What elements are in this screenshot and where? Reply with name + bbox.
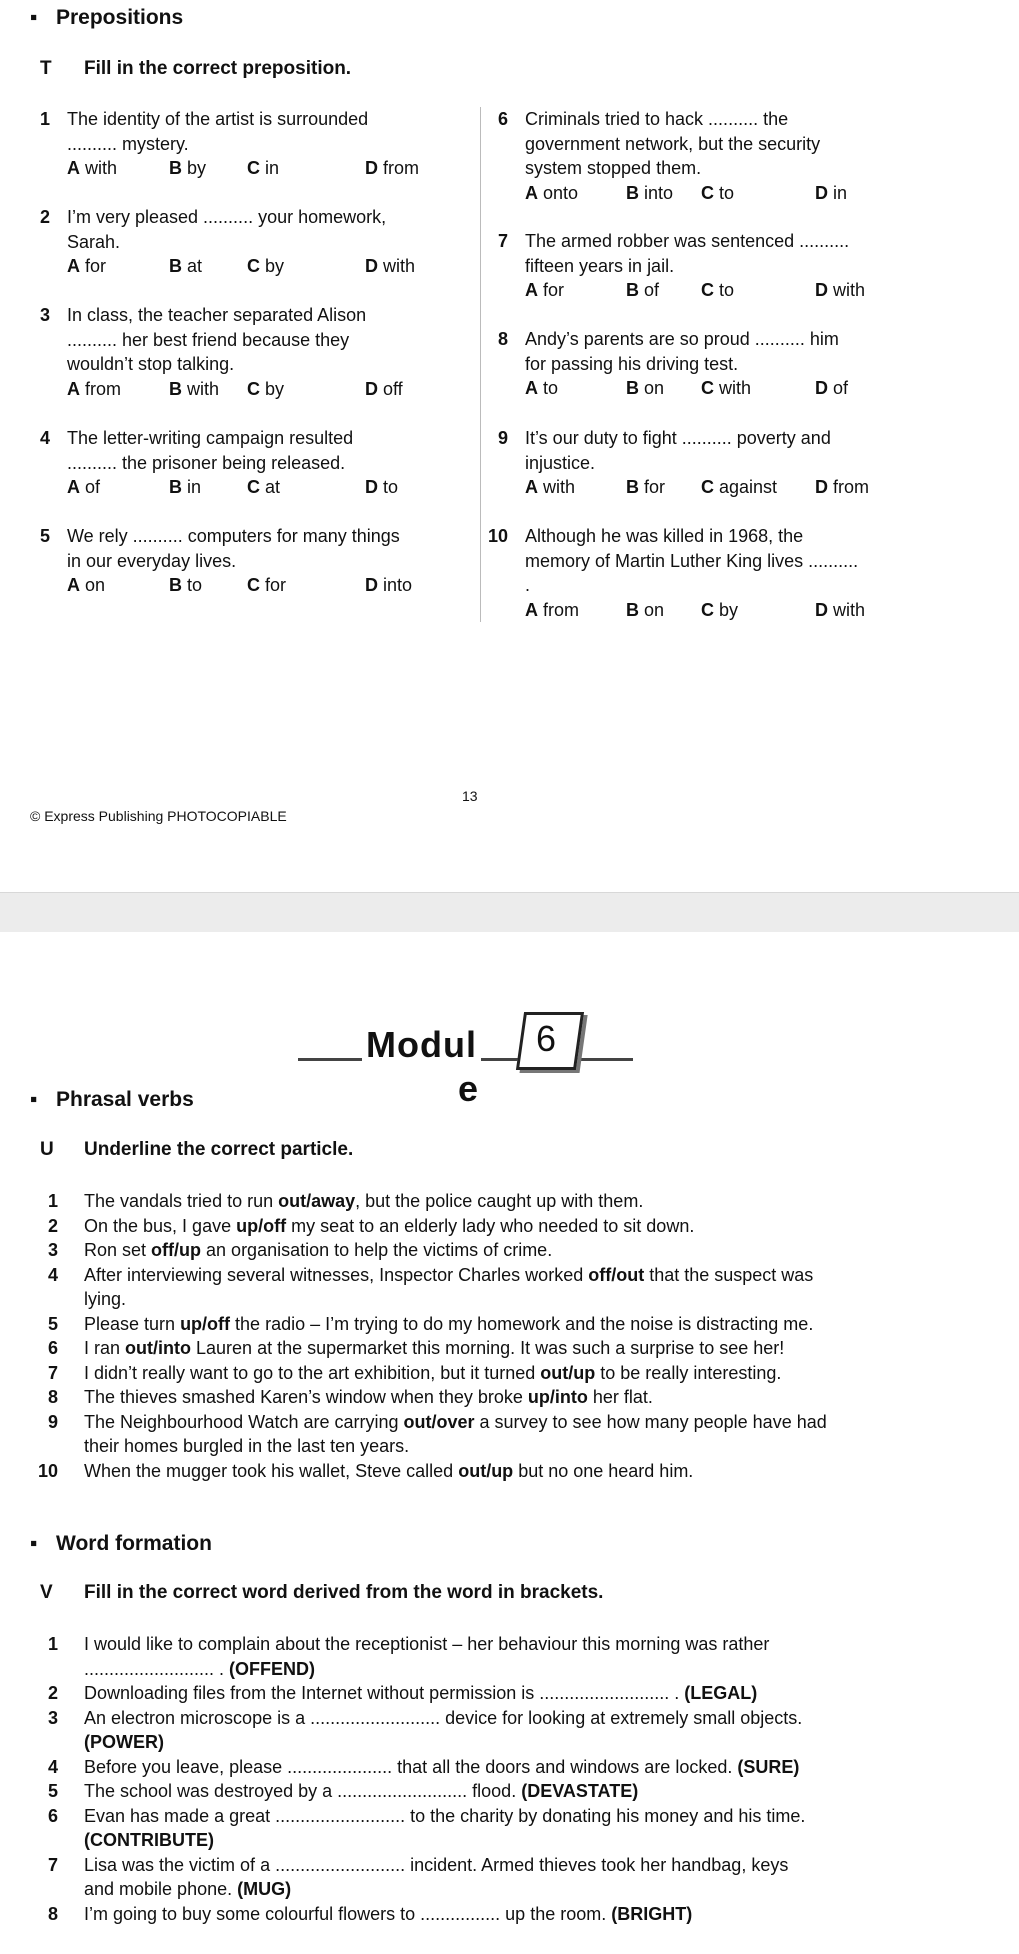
item-number: 3 — [47, 1240, 58, 1260]
task-letter: U — [40, 1139, 54, 1160]
option-letter: B — [169, 256, 182, 276]
option-word: from — [383, 158, 419, 178]
option-word: to — [719, 182, 735, 203]
option-a[interactable] — [67, 377, 121, 402]
option-b[interactable] — [169, 156, 206, 181]
item-text: I’m going to buy some colourful flowers to ................ up the room. (BRIGHT) — [84, 1903, 693, 1924]
option-word: with — [187, 378, 220, 399]
option-a[interactable] — [67, 573, 105, 598]
word-formation-item — [36, 1902, 936, 1927]
section-title-word-formation: ▪ Word formation — [30, 1532, 212, 1555]
option-word: on — [644, 599, 665, 620]
option-letter: D — [815, 599, 828, 620]
option-c[interactable] — [701, 376, 751, 401]
option-word: from — [543, 599, 579, 620]
item-number: 1 — [47, 1191, 58, 1211]
question-text-line: We rely .......... computers for many things — [67, 526, 400, 546]
task-t-heading — [40, 58, 351, 80]
option-letter: A — [525, 280, 538, 300]
item-number: 2 — [47, 1215, 58, 1236]
option-word: by — [265, 378, 285, 399]
phrasal-verbs-list — [36, 1189, 936, 1483]
question-text-line: In class, the teacher separated Alison — [67, 305, 367, 325]
word-formation-item — [36, 1706, 936, 1755]
item-number: 10 — [37, 1460, 58, 1481]
option-word: from — [85, 378, 121, 399]
option-d[interactable] — [815, 475, 869, 500]
word-formation-item — [36, 1804, 936, 1853]
question-text-line: .......... her best friend because they — [67, 329, 350, 350]
option-a[interactable] — [525, 598, 579, 623]
option-d[interactable] — [365, 573, 412, 598]
option-letter: C — [247, 575, 260, 595]
item-text: Please turn up/off the radio – I’m trying to do my homework and the noise is distracting me. — [84, 1313, 814, 1334]
column-divider — [480, 107, 481, 622]
question-text-line: for passing his driving test. — [525, 353, 739, 374]
option-word: onto — [543, 182, 579, 203]
option-letter: D — [365, 477, 378, 497]
item-number: 6 — [47, 1805, 58, 1826]
option-letter: A — [67, 256, 80, 276]
option-b[interactable] — [626, 278, 659, 303]
option-word: into — [644, 182, 674, 203]
option-word: to — [719, 280, 735, 300]
word-formation-item — [36, 1853, 936, 1902]
question-number: 6 — [497, 109, 508, 129]
bullet-icon: ▪ — [30, 1532, 38, 1555]
option-letter: D — [365, 378, 378, 399]
option-word: by — [265, 256, 285, 276]
bullet-icon: ▪ — [30, 1088, 38, 1111]
option-letter: A — [67, 477, 80, 497]
worksheet-page-module-6 — [0, 932, 1019, 1954]
question-text-line: in our everyday lives. — [67, 550, 237, 571]
question-text-line: . — [525, 575, 531, 595]
option-letter: A — [525, 477, 538, 497]
question-number: 5 — [39, 526, 50, 546]
question-text-line: government network, but the security — [525, 133, 821, 154]
option-letter: C — [247, 158, 260, 178]
option-word: in — [833, 182, 848, 203]
option-word: of — [833, 378, 849, 398]
item-number: 4 — [47, 1264, 58, 1285]
option-word: to — [187, 575, 203, 595]
phrasal-verb-item — [36, 1459, 936, 1484]
question-text-line: It’s our duty to fight .......... poverty and — [525, 428, 831, 448]
option-letter: C — [701, 280, 714, 300]
option-d[interactable] — [815, 181, 847, 206]
option-letter: C — [247, 378, 260, 399]
item-text: After interviewing several witnesses, Inspector Charles worked off/out that the suspect was lying. — [84, 1264, 814, 1309]
item-text: The school was destroyed by a .......................... flood. (DEVASTATE) — [84, 1781, 639, 1801]
option-word: to — [543, 378, 559, 398]
question-text-line: injustice. — [525, 452, 596, 473]
task-letter: V — [40, 1582, 53, 1603]
option-letter: A — [67, 158, 80, 178]
item-number: 2 — [47, 1683, 58, 1703]
item-number: 6 — [47, 1338, 58, 1358]
worksheet-page-13 — [0, 0, 1019, 892]
option-d[interactable] — [365, 156, 419, 181]
question-number: 3 — [39, 305, 50, 325]
option-c[interactable] — [701, 598, 738, 623]
option-letter: A — [525, 182, 538, 203]
item-number: 7 — [47, 1854, 58, 1875]
item-text: On the bus, I gave up/off my seat to an elderly lady who needed to sit down. — [84, 1215, 695, 1236]
word-formation-item — [36, 1681, 936, 1706]
word-formation-item — [36, 1779, 936, 1804]
option-letter: A — [525, 599, 538, 620]
phrasal-verb-item — [36, 1189, 936, 1214]
question-number: 7 — [497, 231, 508, 251]
option-word: on — [85, 575, 106, 595]
task-letter: T — [40, 58, 52, 79]
option-letter: D — [815, 378, 828, 398]
option-d[interactable] — [365, 377, 403, 402]
option-c[interactable] — [701, 181, 734, 206]
item-number: 8 — [47, 1387, 58, 1407]
option-letter: C — [701, 378, 714, 398]
question-text-line: .......... mystery. — [67, 133, 189, 154]
item-text: When the mugger took his wallet, Steve called out/up but no one heard him. — [84, 1460, 694, 1481]
task-instruction: Underline the correct particle. — [84, 1139, 354, 1160]
option-a[interactable] — [525, 376, 558, 401]
option-a[interactable] — [525, 278, 564, 303]
question-number: 2 — [39, 207, 50, 227]
item-number: 1 — [47, 1634, 58, 1654]
option-word: from — [833, 477, 869, 497]
phrasal-verb-item — [36, 1263, 936, 1312]
module-word: Modul — [362, 1024, 481, 1066]
option-word: for — [543, 280, 565, 300]
option-b[interactable] — [626, 376, 664, 401]
option-letter: C — [247, 477, 260, 497]
item-text: Before you leave, please ..................... that all the doors and windows are locked. (SURE) — [84, 1756, 800, 1777]
option-b[interactable] — [626, 598, 664, 623]
option-word: with — [543, 477, 576, 497]
question-text-line: The identity of the artist is surrounded — [67, 109, 369, 129]
option-word: at — [265, 477, 281, 497]
option-word: of — [644, 280, 660, 300]
option-c[interactable] — [247, 377, 284, 402]
option-a[interactable] — [525, 475, 575, 500]
option-b[interactable] — [169, 475, 201, 500]
option-c[interactable] — [701, 278, 734, 303]
option-d[interactable] — [815, 278, 865, 303]
option-word: into — [383, 575, 413, 595]
option-c[interactable] — [247, 254, 284, 279]
option-a[interactable] — [67, 156, 117, 181]
option-word: in — [187, 477, 202, 497]
option-word: against — [719, 477, 778, 497]
question-text-line: Although he was killed in 1968, the — [525, 526, 804, 546]
option-d[interactable] — [365, 254, 415, 279]
phrasal-verb-item — [36, 1312, 936, 1337]
option-word: of — [85, 477, 101, 497]
option-letter: C — [701, 599, 714, 620]
question-text-line: .......... the prisoner being released. — [67, 452, 346, 473]
item-text: An electron microscope is a .......................... device for looking at extremely small objects. (POWER) — [84, 1707, 803, 1752]
option-word: with — [383, 256, 416, 276]
option-letter: B — [626, 182, 639, 203]
option-a[interactable] — [525, 181, 578, 206]
option-d[interactable] — [815, 598, 865, 623]
bullet-icon: ▪ — [30, 6, 38, 29]
item-text: Downloading files from the Internet without permission is .......................... . (LEGAL) — [84, 1683, 758, 1703]
task-u-heading — [40, 1139, 353, 1161]
question-text-line: The letter-writing campaign resulted — [67, 428, 354, 448]
option-letter: B — [169, 378, 182, 399]
option-letter: B — [169, 477, 182, 497]
module-word-end: e — [458, 1068, 479, 1109]
option-word: with — [719, 378, 752, 398]
task-v-heading — [40, 1582, 603, 1604]
option-letter: D — [815, 280, 828, 300]
option-letter: C — [247, 256, 260, 276]
module-number: 6 — [536, 1018, 557, 1059]
option-letter: A — [67, 378, 80, 399]
phrasal-verb-item — [36, 1361, 936, 1386]
section-title-prepositions: ▪ Prepositions — [30, 6, 184, 29]
question-number: 4 — [39, 428, 50, 448]
item-text: Ron set off/up an organisation to help the victims of crime. — [84, 1240, 553, 1260]
item-number: 8 — [47, 1903, 58, 1924]
option-letter: D — [815, 477, 828, 497]
item-text: The vandals tried to run out/away, but the police caught up with them. — [84, 1191, 644, 1211]
item-text: The Neighbourhood Watch are carrying out/over a survey to see how many people have had their homes burgled in the last ten years. — [84, 1411, 827, 1456]
word-formation-item — [36, 1632, 936, 1681]
question-text-line: I’m very pleased .......... your homework, — [67, 207, 387, 227]
option-letter: A — [67, 575, 80, 595]
word-formation-item — [36, 1755, 936, 1780]
item-text: I would like to complain about the receptionist – her behaviour this morning was rather .......................... . (OFFEND) — [84, 1634, 770, 1679]
option-word: off — [383, 378, 403, 399]
copyright-notice: © Express Publishing PHOTOCOPIABLE — [30, 808, 287, 824]
question-text-line: system stopped them. — [525, 158, 702, 178]
task-instruction: Fill in the correct word derived from the word in brackets. — [84, 1582, 604, 1603]
option-word: for — [644, 477, 666, 497]
option-a[interactable] — [67, 475, 100, 500]
page-gap — [0, 892, 1019, 933]
question-number: 1 — [39, 109, 50, 129]
item-text: The thieves smashed Karen’s window when they broke up/into her flat. — [84, 1387, 653, 1407]
option-word: by — [187, 158, 207, 178]
option-letter: D — [815, 182, 828, 203]
option-letter: C — [701, 182, 714, 203]
option-letter: B — [169, 158, 182, 178]
option-c[interactable] — [701, 475, 777, 500]
option-letter: A — [525, 378, 538, 398]
question-text-line: Sarah. — [67, 231, 121, 252]
question-text-line: fifteen years in jail. — [525, 255, 675, 276]
option-word: with — [833, 280, 866, 300]
phrasal-verb-item — [36, 1336, 936, 1361]
option-b[interactable] — [169, 377, 219, 402]
phrasal-verb-item — [36, 1214, 936, 1239]
option-word: in — [265, 158, 280, 178]
item-number: 7 — [47, 1362, 58, 1383]
option-letter: D — [365, 158, 378, 178]
question-text-line: Criminals tried to hack .......... the — [525, 109, 789, 129]
item-number: 5 — [47, 1313, 58, 1334]
item-text: Lisa was the victim of a .......................... incident. Armed thieves took her handbag, keys and mobile phone. (MUG) — [84, 1854, 789, 1899]
question-text-line: wouldn’t stop talking. — [67, 354, 235, 374]
option-word: for — [85, 256, 107, 276]
option-c[interactable] — [247, 573, 286, 598]
option-letter: B — [626, 477, 639, 497]
option-letter: B — [626, 378, 639, 398]
option-b[interactable] — [169, 254, 202, 279]
item-text: I ran out/into Lauren at the supermarket this morning. It was such a surprise to see her! — [84, 1338, 785, 1358]
option-letter: B — [169, 575, 182, 595]
item-number: 3 — [47, 1707, 58, 1728]
question-number: 10 — [488, 526, 509, 546]
option-b[interactable] — [626, 181, 673, 206]
item-text: Evan has made a great .......................... to the charity by donating his money and his time. (CONTRIBUTE) — [84, 1805, 806, 1850]
page-number: 13 — [462, 788, 478, 804]
option-word: on — [644, 378, 665, 398]
word-formation-list — [36, 1632, 936, 1926]
task-instruction: Fill in the correct preposition. — [84, 58, 352, 79]
question-text-line: memory of Martin Luther King lives .......... — [525, 550, 859, 571]
option-d[interactable] — [365, 475, 398, 500]
option-c[interactable] — [247, 475, 280, 500]
phrasal-verb-item — [36, 1410, 936, 1459]
phrasal-verb-item — [36, 1238, 936, 1263]
item-number: 9 — [47, 1411, 58, 1432]
option-d[interactable] — [815, 376, 848, 401]
option-letter: B — [626, 280, 639, 300]
question-text-line: The armed robber was sentenced .......... — [525, 231, 850, 251]
option-a[interactable] — [67, 254, 106, 279]
option-b[interactable] — [169, 573, 202, 598]
option-b[interactable] — [626, 475, 665, 500]
question-number: 9 — [497, 428, 508, 448]
option-word: with — [833, 599, 866, 620]
section-title-phrasal-verbs: ▪ Phrasal verbs — [30, 1088, 194, 1111]
item-number: 4 — [47, 1756, 58, 1777]
phrasal-verb-item — [36, 1385, 936, 1410]
option-letter: B — [626, 599, 639, 620]
option-letter: D — [365, 256, 378, 276]
option-word: by — [719, 599, 739, 620]
option-word: to — [383, 477, 399, 497]
item-number: 5 — [47, 1781, 58, 1801]
option-letter: C — [701, 477, 714, 497]
item-text: I didn’t really want to go to the art exhibition, but it turned out/up to be really interesting. — [84, 1362, 782, 1383]
option-word: for — [265, 575, 287, 595]
question-text-line: Andy’s parents are so proud .......... him — [525, 329, 839, 349]
option-word: at — [187, 256, 203, 276]
option-c[interactable] — [247, 156, 279, 181]
option-letter: D — [365, 575, 378, 595]
question-number: 8 — [497, 329, 508, 349]
option-word: with — [85, 158, 118, 178]
